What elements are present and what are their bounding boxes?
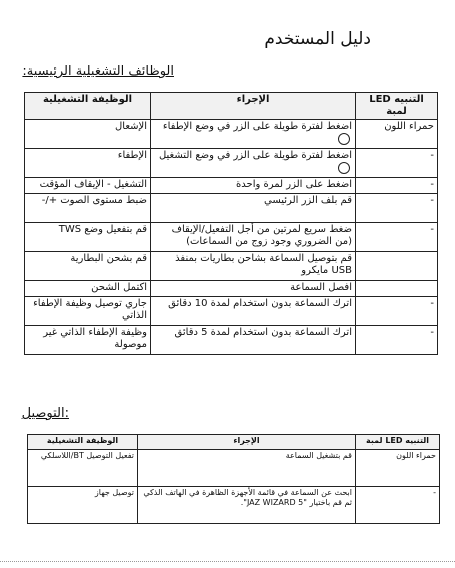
cell-action: قم بلف الزر الرئيسي <box>151 194 356 223</box>
cell-led: - <box>356 487 440 524</box>
cell-function: قم بتفعيل وضع TWS <box>25 223 151 252</box>
cell-led: - <box>356 297 438 326</box>
cell-action: قم بتوصيل السماعة بشاحن بطاريات بمنفذ USB مايكرو <box>151 252 356 281</box>
connection-table <box>27 434 440 524</box>
cell-led <box>356 252 438 281</box>
cell-function: قم بشحن البطارية <box>25 252 151 281</box>
section-heading-main-functions: الوظائف التشغيلية الرئيسية: <box>22 64 174 79</box>
functions-table <box>24 92 438 355</box>
cell-led: حمراء اللون <box>356 450 440 487</box>
cell-function: اكتمل الشحن <box>25 281 151 297</box>
cell-led: - <box>356 194 438 223</box>
table-row <box>25 252 438 281</box>
cell-led: - <box>356 223 438 252</box>
cell-action: اترك السماعة بدون استخدام لمدة 10 دقائق <box>151 297 356 326</box>
action-text: اضغط لفترة طويلة على الزر في وضع التشغيل <box>158 150 352 161</box>
table-row <box>28 450 440 487</box>
table-row <box>25 297 438 326</box>
header-led: التنبيه LED لمبة <box>356 93 438 120</box>
table-header-row <box>28 435 440 450</box>
cell-led: - <box>356 178 438 194</box>
page-bottom-divider <box>0 561 455 564</box>
table-header-row <box>25 93 438 120</box>
cell-function: وظيفة الإطفاء الذاتي غير موصولة <box>25 326 151 355</box>
cell-led: حمراء اللون <box>356 120 438 149</box>
power-button-icon <box>338 133 350 145</box>
page-title: دليل المستخدم <box>264 29 371 49</box>
cell-led: - <box>356 326 438 355</box>
cell-action: ابحث عن السماعة في قائمة الأجهزة الظاهرة في الهاتف الذكي ثم قم باختيار "JAZ WIZARD 5". <box>138 487 356 524</box>
table-row <box>25 149 438 178</box>
cell-function: ضبط مستوى الصوت +/- <box>25 194 151 223</box>
table-row <box>25 326 438 355</box>
action-text: اضغط لفترة طويلة على الزر في وضع الإطفاء <box>162 121 352 132</box>
cell-action: اترك السماعة بدون استخدام لمدة 5 دقائق <box>151 326 356 355</box>
header-function: الوظيفة التشغيلية <box>28 435 138 450</box>
cell-function: تفعيل التوصيل BT/اللاسلكي <box>28 450 138 487</box>
table-row <box>25 223 438 252</box>
header-action: الإجراء <box>138 435 356 450</box>
cell-led: - <box>356 149 438 178</box>
cell-function: الإطفاء <box>25 149 151 178</box>
table-row <box>25 194 438 223</box>
cell-function: جاري توصيل وظيفة الإطفاء الذاتي <box>25 297 151 326</box>
header-action: الإجراء <box>151 93 356 120</box>
header-function: الوظيفة التشغيلية <box>25 93 151 120</box>
cell-action: قم بتشغيل السماعة <box>138 450 356 487</box>
cell-action: ضغط سريع لمرتين من أجل التفعيل/الإيقاف (من الضروري وجود زوج من السماعات) <box>151 223 356 252</box>
table-row <box>25 281 438 297</box>
power-button-icon <box>338 162 350 174</box>
header-led: التنبيه LED لمبة <box>356 435 440 450</box>
section-heading-connection: :التوصيل <box>21 406 69 421</box>
cell-function: توصيل جهاز <box>28 487 138 524</box>
cell-action <box>151 120 356 149</box>
table-row <box>25 178 438 194</box>
cell-led <box>356 281 438 297</box>
cell-action: افصل السماعة <box>151 281 356 297</box>
cell-function: التشغيل - الإيقاف المؤقت <box>25 178 151 194</box>
cell-function: الإشعال <box>25 120 151 149</box>
table-row <box>28 487 440 524</box>
cell-action <box>151 149 356 178</box>
cell-action: اضغط على الزر لمرة واحدة <box>151 178 356 194</box>
table-row <box>25 120 438 149</box>
